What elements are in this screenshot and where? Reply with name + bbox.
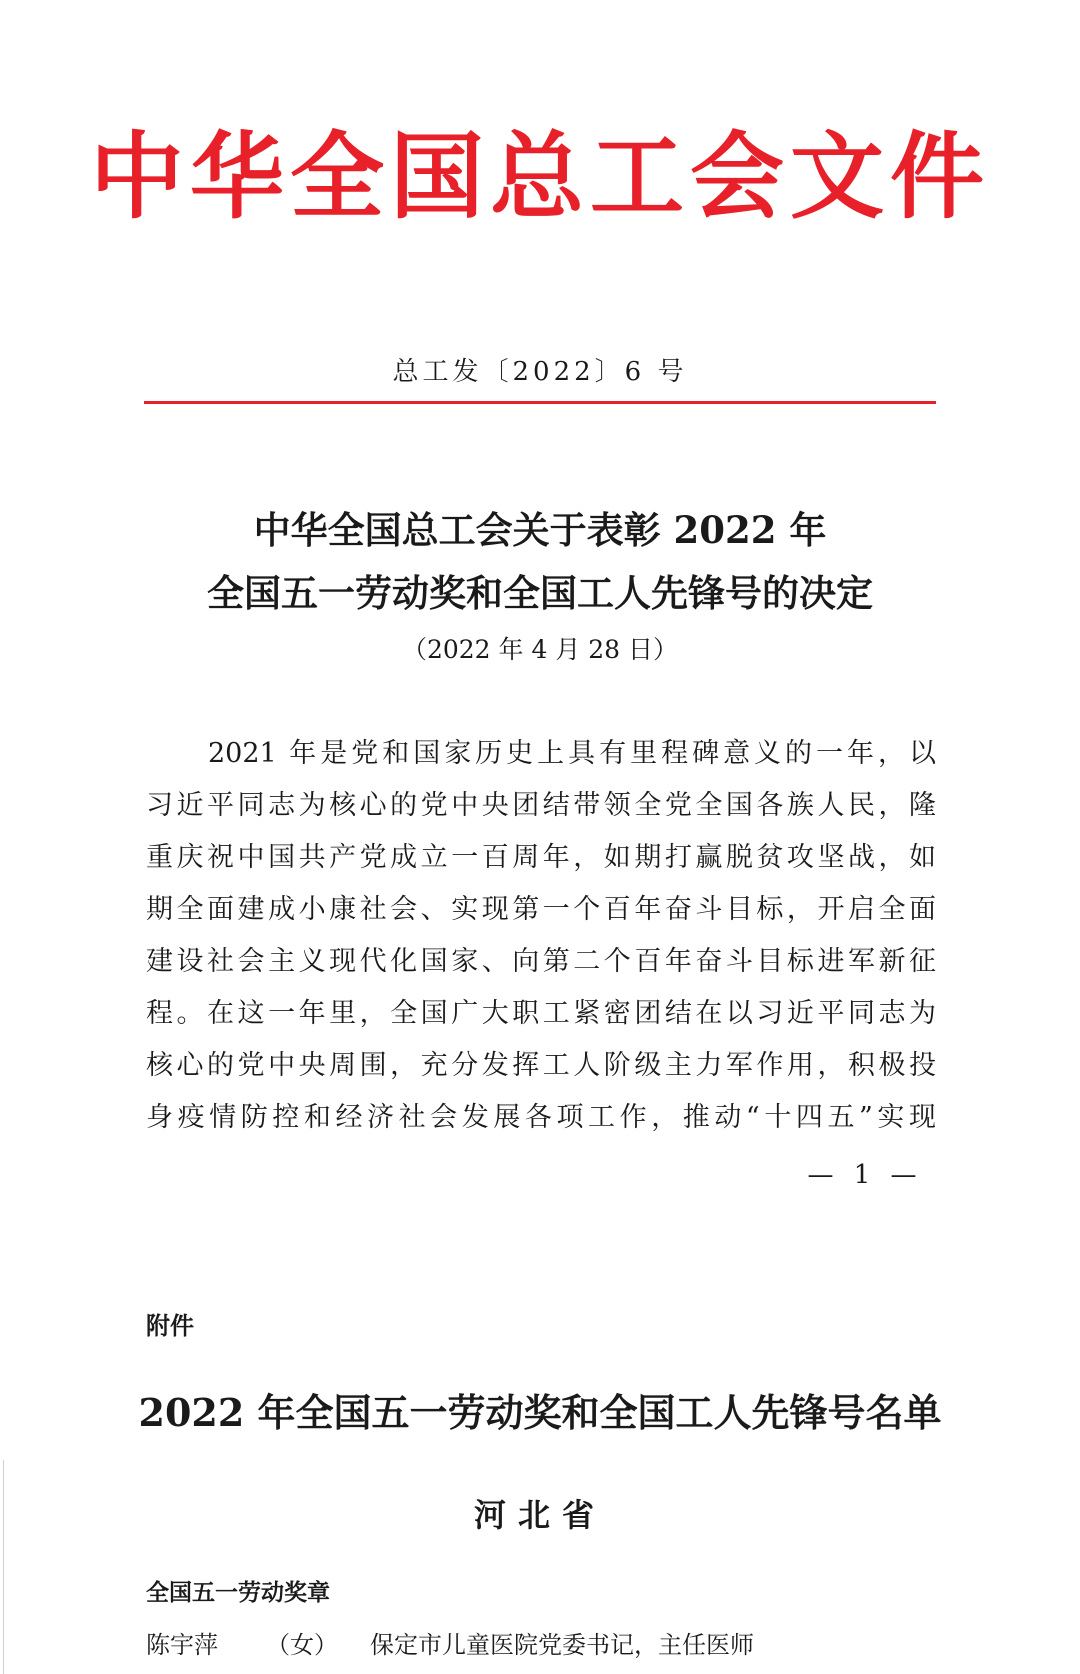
body-line: 身疫情防控和经济社会发展各项工作，推动“十四五”实现 xyxy=(146,1102,936,1133)
document-number: 总工发〔2022〕6 号 xyxy=(392,357,688,387)
award-category: 全国五一劳动奖章 xyxy=(146,1580,330,1606)
list-item xyxy=(146,1625,754,1665)
decision-title-line-2: 全国五一劳动奖和全国工人先锋号的决定 xyxy=(207,571,873,615)
decision-title-line-1: 中华全国总工会关于表彰 2022 年 xyxy=(253,508,827,552)
body-line: 期全面建成小康社会、实现第一个百年奋斗目标，开启全面 xyxy=(146,894,936,925)
body-line: 建设社会主义现代化国家、向第二个百年奋斗目标进军新征 xyxy=(146,946,936,977)
body-line: 重庆祝中国共产党成立一百周年，如期打赢脱贫攻坚战，如 xyxy=(146,842,936,873)
province-heading: 河北省 xyxy=(473,1496,606,1534)
person-title: 保定市儿童医院党委书记，主任医师 xyxy=(370,1631,754,1659)
body-line: 2021 年是党和国家历史上具有里程碑意义的一年，以 xyxy=(146,738,936,769)
body-line: 核心的党中央周围，充分发挥工人阶级主力军作用，积极投 xyxy=(146,1050,936,1081)
attachment-label: 附件 xyxy=(146,1312,194,1340)
person-gender: （女） xyxy=(266,1631,338,1659)
list-title: 2022 年全国五一劳动奖和全国工人先锋号名单 xyxy=(138,1390,942,1435)
body-line: 程。在这一年里，全国广大职工紧密团结在以习近平同志为 xyxy=(146,998,936,1029)
body-line: 习近平同志为核心的党中央团结带领全党全国各族人民，隆 xyxy=(146,790,936,821)
decision-date: （2022 年 4 月 28 日） xyxy=(401,635,679,664)
masthead-title: 中华全国总工会文件 xyxy=(89,123,990,232)
body-paragraph xyxy=(146,728,936,1144)
page-number: — 1 — xyxy=(807,1160,923,1190)
red-divider xyxy=(144,401,936,404)
person-name: 陈宇萍 xyxy=(146,1631,218,1659)
